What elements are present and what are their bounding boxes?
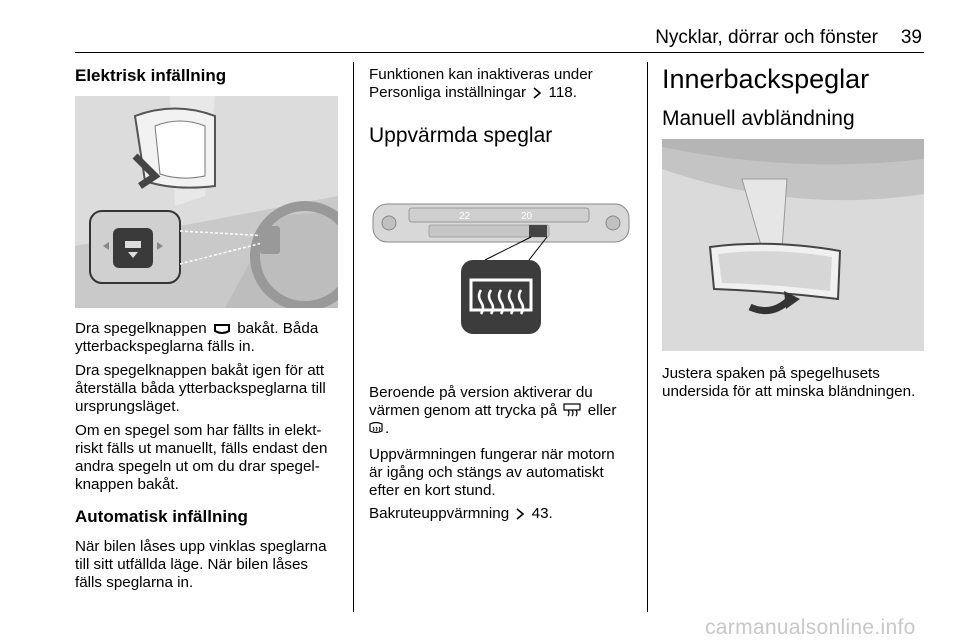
text-line: värmen genom att trycka på: [369, 402, 558, 419]
text-rear-window-heating: Bakruteuppvärmning: [369, 505, 510, 522]
text-line: Justera spaken på spegelhusets: [662, 365, 880, 382]
text-line: knappen bakåt.: [75, 476, 179, 493]
paragraph-rear-window-heating: [369, 505, 553, 523]
text-line: efter en kort stund.: [369, 482, 496, 499]
rear-window-heat-icon: [563, 403, 581, 417]
heading-manual-dimming: Manuell avbländning: [662, 107, 855, 130]
paragraph-pull-mirror-button: [75, 320, 318, 356]
text-line: återställa båda ytterbackspeglarna till: [75, 380, 326, 397]
text-line: Beroende på version aktiverar du: [369, 384, 593, 401]
text-line: Personliga inställningar: [369, 84, 527, 101]
paragraph-heating-duration: [369, 446, 615, 500]
text-line: undersida för att minska bländningen.: [662, 383, 916, 400]
text-line: Uppvärmningen fungerar när motorn: [369, 446, 615, 463]
paragraph-restore: [75, 362, 326, 416]
paragraph-automatic-folding: [75, 538, 327, 592]
page-reference: 118.: [548, 84, 577, 101]
page-reference-icon: [515, 508, 525, 520]
heading-automatic-folding: Automatisk infällning: [75, 507, 248, 526]
paragraph-adjust-lever: [662, 365, 915, 401]
mirror-heat-icon: [369, 421, 383, 435]
page-header-title: Nycklar, dörrar och fönster: [655, 27, 878, 48]
text-line: riskt fälls ut manuellt, fälls endast den: [75, 440, 328, 457]
text-line: ursprungsläget.: [75, 398, 180, 415]
header-rule: [75, 52, 924, 53]
text-line: andra spegeln ut om du drar spegel-: [75, 458, 320, 475]
text-line: När bilen låses upp vinklas speglarna: [75, 538, 327, 555]
mirror-fold-icon: [213, 323, 231, 335]
text-line: eller: [587, 402, 617, 419]
figure-heated-mirror-button: [369, 192, 633, 340]
text-line: Dra spegelknappen bakåt igen för att: [75, 362, 325, 379]
paragraph-manual-unfold: [75, 422, 327, 494]
text-line: Om en spegel som har fällts in elekt-: [75, 422, 322, 439]
figure-interior-mirror: [662, 139, 924, 351]
text-backwards: bakåt. Båda: [237, 320, 319, 337]
text-pull-button: Dra spegelknappen: [75, 320, 207, 337]
text-line: till sitt utfällda läge. När bilen låses: [75, 556, 308, 573]
heading-interior-mirrors: Innerbackspeglar: [662, 64, 870, 94]
heading-electric-folding: Elektrisk infällning: [75, 66, 227, 85]
column-divider-1: [353, 62, 354, 612]
page-reference-icon: [532, 87, 542, 99]
panel-display-left: 22: [459, 211, 471, 222]
page-number: 39: [900, 27, 922, 48]
text-line: fälls speglarna in.: [75, 574, 194, 591]
text-line: är igång och stängs av automatiskt: [369, 464, 604, 481]
watermark: carmanualsonline.info: [705, 616, 916, 639]
text-line: .: [385, 420, 390, 437]
text-line: Funktionen kan inaktiveras under: [369, 66, 593, 83]
page-reference: 43.: [531, 505, 553, 522]
text-mirrors-fold-in: ytterbackspeglarna fälls in.: [75, 338, 255, 355]
heading-heated-mirrors: Uppvärmda speglar: [369, 124, 553, 147]
panel-display-right: 20: [521, 211, 533, 222]
figure-mirror-folding: [75, 96, 338, 308]
column-divider-2: [647, 62, 648, 612]
paragraph-deactivate: [369, 66, 593, 102]
paragraph-activate-heating: [369, 384, 616, 438]
